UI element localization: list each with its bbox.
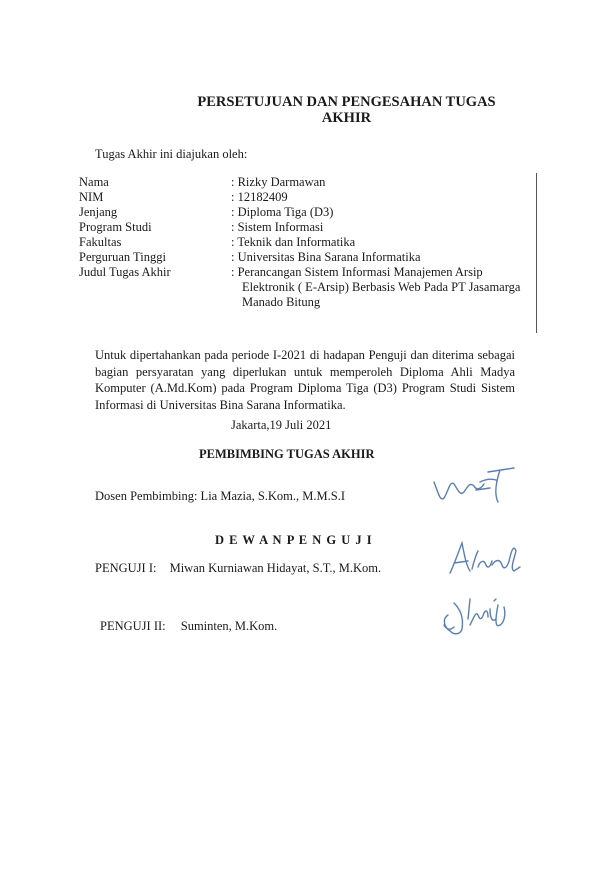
title-line-2: AKHIR bbox=[321, 110, 372, 126]
examiner-2 bbox=[100, 619, 277, 634]
field-value: : 12182409 bbox=[231, 190, 288, 204]
thesis-title-line-2: Elektronik ( E-Arsip) Berbasis Web Pada PT Jasamarga bbox=[242, 280, 521, 294]
statement-paragraph bbox=[95, 347, 515, 413]
supervisor-signature bbox=[430, 462, 520, 510]
margin-rule bbox=[536, 173, 537, 333]
field-label: Program Studi bbox=[79, 220, 152, 234]
supervisor-heading: PEMBIMBING TUGAS AKHIR bbox=[199, 447, 375, 461]
field-value: : Universitas Bina Sarana Informatika bbox=[231, 250, 421, 264]
intro-text: Tugas Akhir ini diajukan oleh: bbox=[95, 147, 248, 161]
statement-line: bagian persyaratan yang diperlukan untuk memperoleh Diploma Ahli Madya bbox=[95, 364, 515, 379]
field-label: Jenjang bbox=[79, 205, 118, 219]
place-date: Jakarta,19 Juli 2021 bbox=[231, 418, 332, 432]
examiner-2-signature bbox=[434, 595, 514, 641]
field-value: : Perancangan Sistem Informasi Manajemen Arsip bbox=[231, 265, 483, 279]
field-label: Fakultas bbox=[79, 235, 122, 249]
supervisor-line: Dosen Pembimbing: Lia Mazia, S.Kom., M.M.S.I bbox=[95, 489, 345, 503]
examiner-1-label: PENGUJI I: bbox=[95, 561, 157, 575]
examiner-2-label: PENGUJI II: bbox=[100, 619, 166, 633]
statement-line: Untuk dipertahankan pada periode I-2021 di hadapan Penguji dan diterima sebagai bbox=[95, 348, 515, 362]
examiner-1-signature bbox=[444, 537, 524, 581]
examiner-1-name: Miwan Kurniawan Hidayat, S.T., M.Kom. bbox=[169, 561, 382, 575]
field-value: : Teknik dan Informatika bbox=[231, 235, 356, 249]
examiner-1 bbox=[95, 561, 381, 576]
field-value: : Diploma Tiga (D3) bbox=[231, 205, 334, 219]
field-value: : Sistem Informasi bbox=[231, 220, 324, 234]
field-label: NIM bbox=[79, 190, 104, 204]
examiner-2-name: Suminten, M.Kom. bbox=[180, 619, 278, 633]
field-label: Nama bbox=[79, 175, 109, 189]
field-value: : Rizky Darmawan bbox=[231, 175, 326, 189]
title-line-1: PERSETUJUAN DAN PENGESAHAN TUGAS bbox=[197, 94, 496, 110]
field-label: Perguruan Tinggi bbox=[79, 250, 166, 264]
thesis-title-line-3: Manado Bitung bbox=[242, 295, 321, 309]
statement-line: Komputer (A.Md.Kom) pada Program Diploma Tiga (D3) Program Studi Sistem bbox=[95, 381, 515, 395]
statement-line: Informasi di Universitas Bina Sarana Informatika. bbox=[95, 397, 346, 412]
field-label: Judul Tugas Akhir bbox=[79, 265, 171, 279]
examiner-board-heading: D E W A N P E N G U J I bbox=[215, 533, 373, 547]
